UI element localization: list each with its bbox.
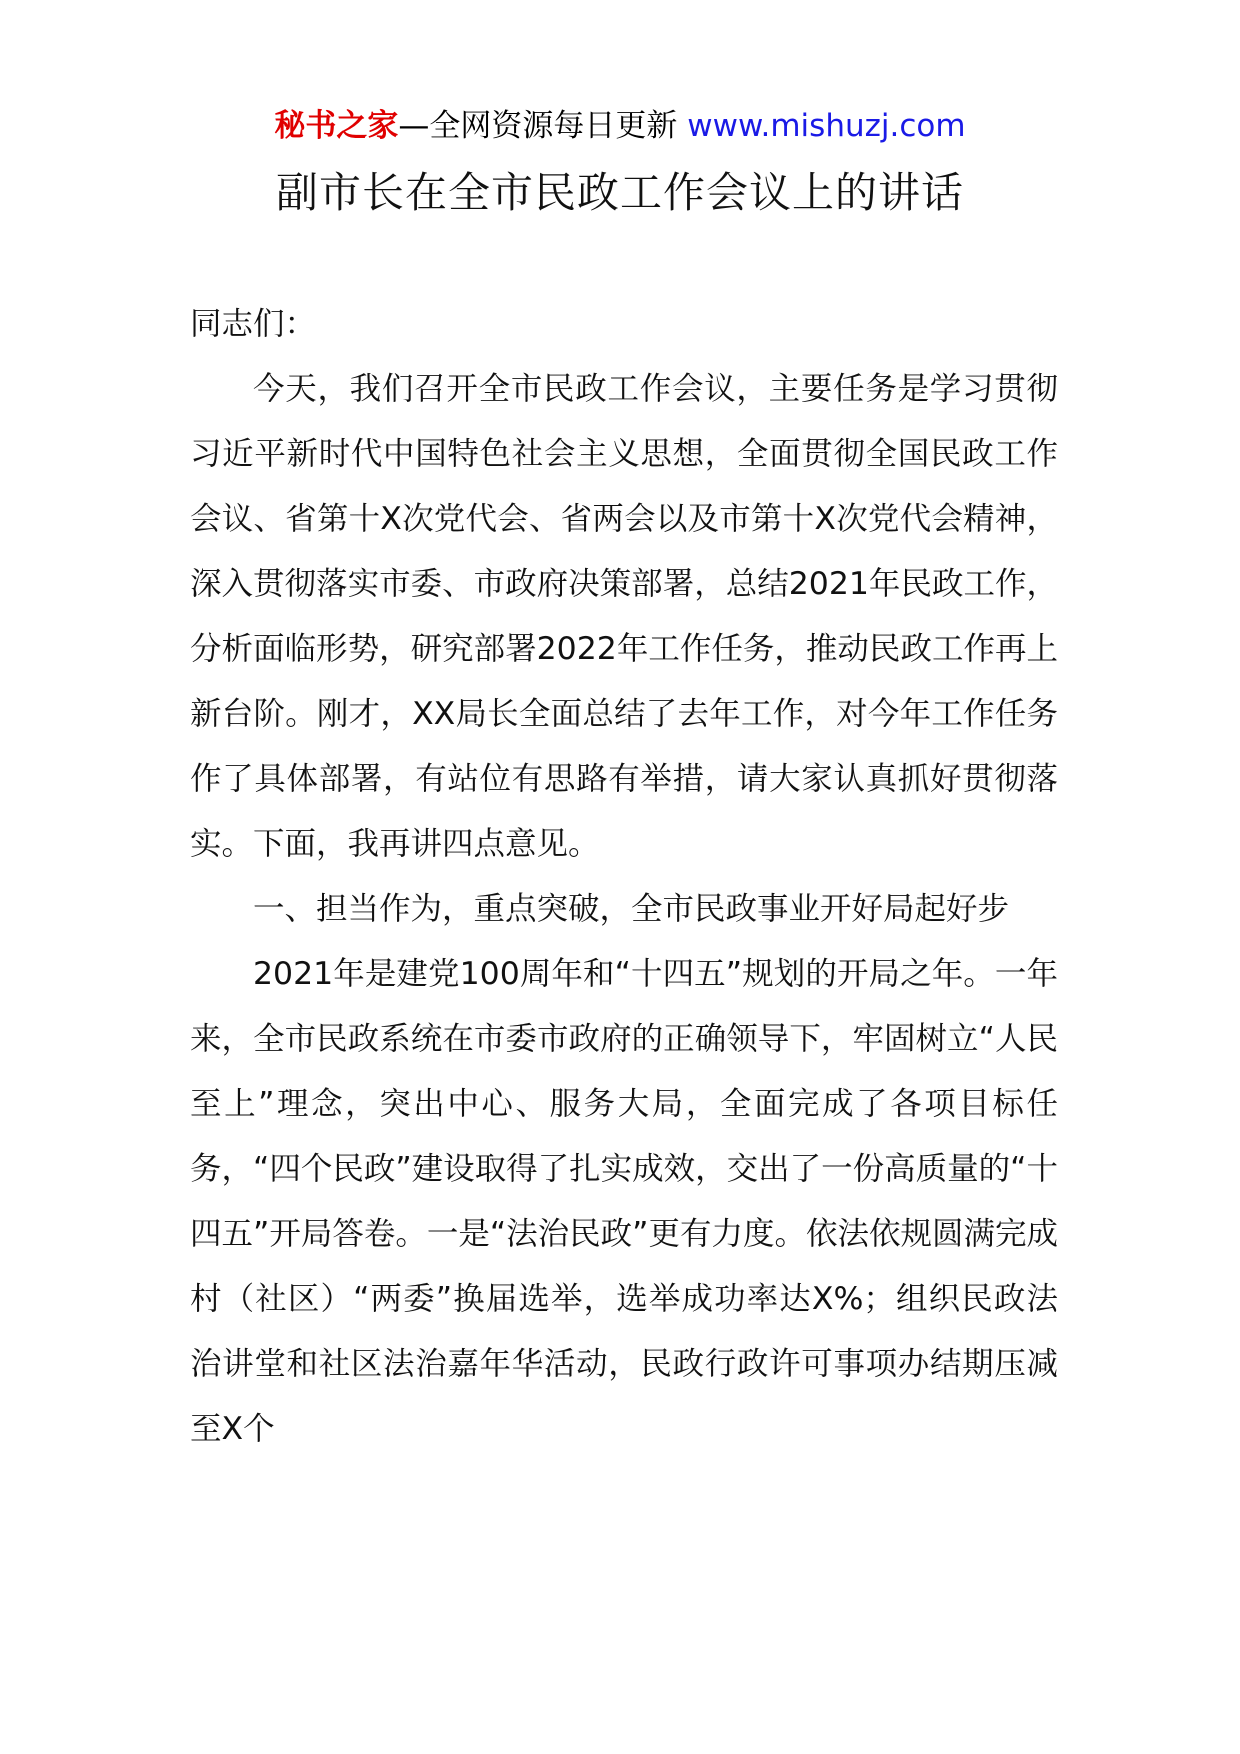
paragraph-intro: 今天，我们召开全市民政工作会议，主要任务是学习贯彻习近平新时代中国特色社会主义思想，全面贯彻全国民政工作会议、省第十X次党代会、省两会以及市第十X次党代会精神，深入贯彻落实市委、市政府决策部署，总结2021年民政工作，分析面临形势，研究部署2022年工作任务，推动民政工作再上新台阶。刚才，XX局长全面总结了去年工作，对今年工作任务作了具体部署，有站位有思路有举措，请大家认真抓好贯彻落实。下面，我再讲四点意见。	[190, 371, 1058, 862]
document-body	[190, 292, 1058, 1462]
salutation: 同志们：	[190, 306, 317, 342]
site-header	[0, 104, 1240, 148]
site-url-link[interactable]: www.mishuzj.com	[687, 108, 966, 144]
paragraph-review: 2021年是建党100周年和“十四五”规划的开局之年。一年来，全市民政系统在市委市政府的正确领导下，牢固树立“人民至上”理念，突出中心、服务大局，全面完成了各项目标任务，“四个民政”建设取得了扎实成效，交出了一份高质量的“十四五”开局答卷。一是“法治民政”更有力度。依法依规圆满完成村（社区）“两委”换届选举，选举成功率达X%；组织民政法治讲堂和社区法治嘉年华活动，民政行政许可事项办结期压减至X个	[190, 956, 1058, 1447]
document-title: 副市长在全市民政工作会议上的讲话	[275, 168, 964, 217]
site-slogan: —全网资源每日更新	[398, 108, 688, 144]
site-brand: 秘书之家	[274, 108, 399, 144]
section-heading-1: 一、担当作为，重点突破，全市民政事业开好局起好步	[253, 891, 1010, 927]
